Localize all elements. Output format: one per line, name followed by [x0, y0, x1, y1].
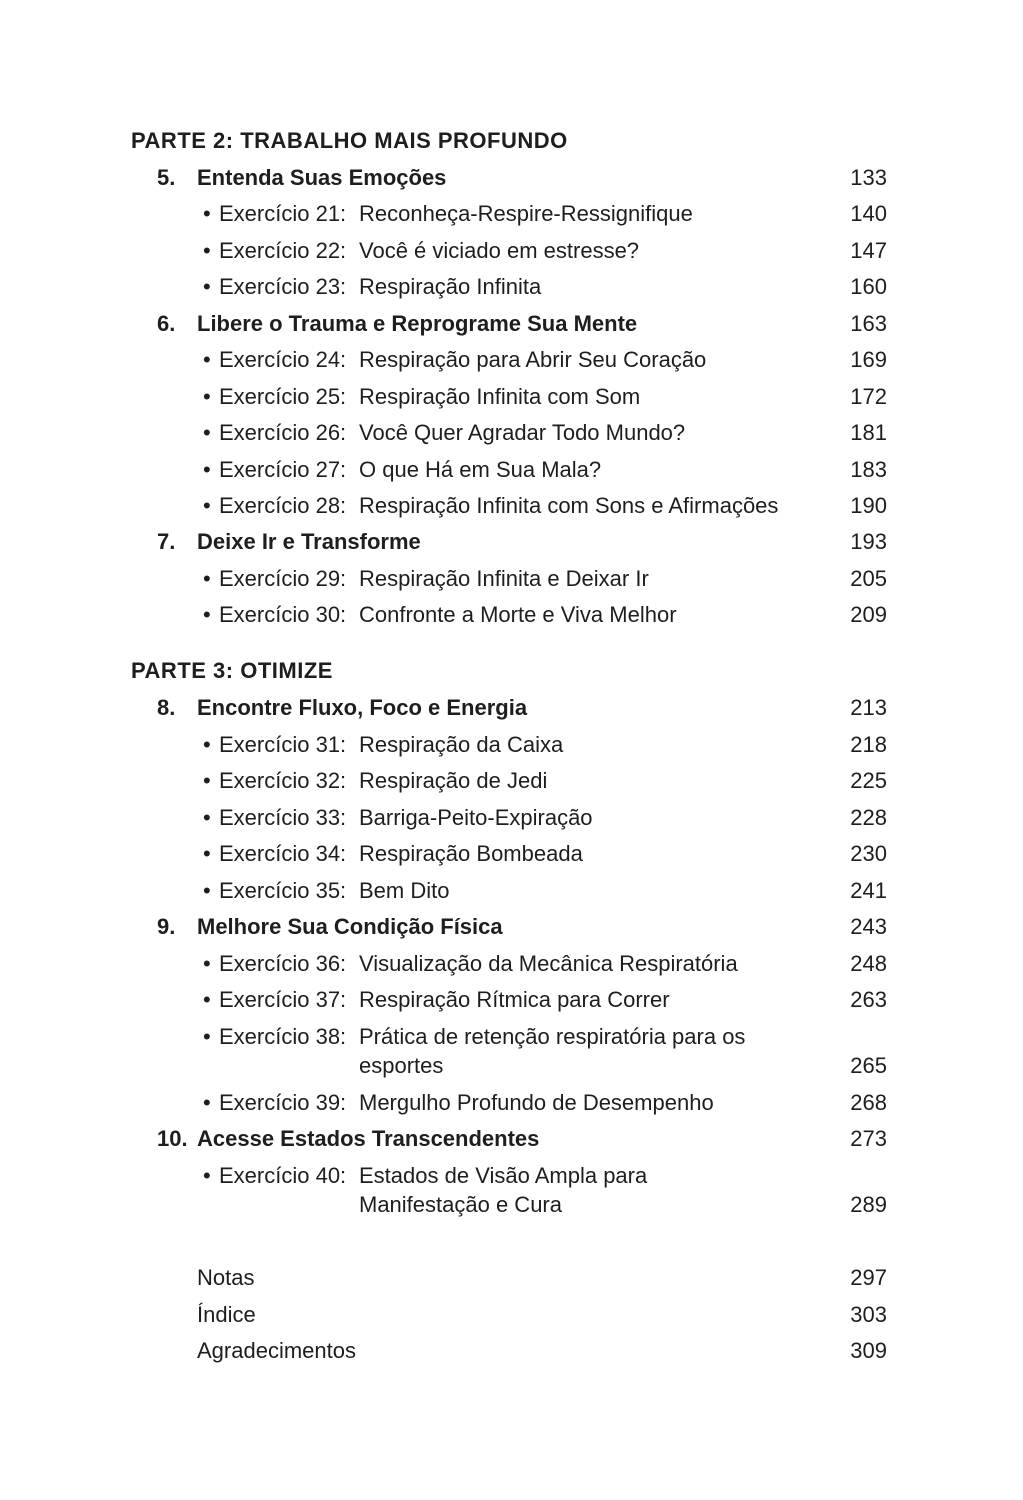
- exercise-row-continuation[interactable]: [0, 1187, 1023, 1223]
- chapter-title[interactable]: Entenda Suas Emoções: [197, 165, 447, 190]
- page-number: 169: [850, 347, 887, 372]
- back-matter-row[interactable]: [0, 1333, 1023, 1369]
- exercise-row[interactable]: [0, 488, 1023, 524]
- page-number: 228: [850, 805, 887, 830]
- exercise-title[interactable]: Bem Dito: [359, 878, 450, 903]
- chapter-title[interactable]: Deixe Ir e Transforme: [197, 529, 421, 554]
- exercise-label: Exercício 40:: [219, 1163, 347, 1188]
- exercise-label: Exercício 29:: [219, 566, 347, 591]
- exercise-row[interactable]: [0, 763, 1023, 799]
- exercise-label: Exercício 30:: [219, 602, 347, 627]
- exercise-title-continuation[interactable]: Manifestação e Cura: [359, 1192, 562, 1217]
- exercise-row[interactable]: [0, 196, 1023, 232]
- exercise-title[interactable]: Confronte a Morte e Viva Melhor: [359, 602, 677, 627]
- exercise-label: Exercício 27:: [219, 457, 347, 482]
- chapter-row[interactable]: [0, 160, 1023, 196]
- exercise-row-continuation[interactable]: [0, 1048, 1023, 1084]
- bullet-icon: •: [203, 951, 211, 976]
- exercise-title[interactable]: Barriga-Peito-Expiração: [359, 805, 593, 830]
- bullet-icon: •: [203, 1090, 211, 1115]
- page-number: 190: [850, 493, 887, 518]
- exercise-title[interactable]: Respiração de Jedi: [359, 768, 548, 793]
- page-number: 309: [850, 1338, 887, 1363]
- bullet-icon: •: [203, 238, 211, 263]
- exercise-title[interactable]: Respiração Infinita: [359, 274, 542, 299]
- part-title: PARTE 2: TRABALHO MAIS PROFUNDO: [131, 128, 568, 153]
- exercise-label: Exercício 31:: [219, 732, 347, 757]
- bullet-icon: •: [203, 384, 211, 409]
- bullet-icon: •: [203, 1024, 211, 1049]
- exercise-row[interactable]: [0, 379, 1023, 415]
- exercise-title[interactable]: Você Quer Agradar Todo Mundo?: [359, 420, 686, 445]
- exercise-title[interactable]: Mergulho Profundo de Desempenho: [359, 1090, 714, 1115]
- page-number: 241: [850, 878, 887, 903]
- chapter-title[interactable]: Encontre Fluxo, Foco e Energia: [197, 695, 528, 720]
- exercise-row[interactable]: [0, 982, 1023, 1018]
- page-number: 183: [850, 457, 887, 482]
- back-matter-row[interactable]: [0, 1297, 1023, 1333]
- exercise-row[interactable]: [0, 800, 1023, 836]
- bullet-icon: •: [203, 732, 211, 757]
- exercise-label: Exercício 23:: [219, 274, 347, 299]
- back-matter-row[interactable]: [0, 1260, 1023, 1296]
- exercise-row[interactable]: [0, 452, 1023, 488]
- bullet-icon: •: [203, 457, 211, 482]
- chapter-row[interactable]: [0, 524, 1023, 560]
- exercise-title[interactable]: Respiração Bombeada: [359, 841, 583, 866]
- bullet-icon: •: [203, 878, 211, 903]
- exercise-title[interactable]: Estados de Visão Ampla para: [359, 1163, 648, 1188]
- page-number: 230: [850, 841, 887, 866]
- page-number: 243: [850, 914, 887, 939]
- exercise-label: Exercício 24:: [219, 347, 347, 372]
- page-number: 225: [850, 768, 887, 793]
- exercise-label: Exercício 32:: [219, 768, 347, 793]
- exercise-row[interactable]: [0, 727, 1023, 763]
- chapter-number: 6.: [157, 311, 176, 336]
- exercise-row[interactable]: [0, 873, 1023, 909]
- page-number: 303: [850, 1302, 887, 1327]
- exercise-label: Exercício 39:: [219, 1090, 347, 1115]
- exercise-row[interactable]: [0, 269, 1023, 305]
- bullet-icon: •: [203, 602, 211, 627]
- exercise-title[interactable]: Respiração da Caixa: [359, 732, 564, 757]
- page-number: 172: [850, 384, 887, 409]
- page-number: 181: [850, 420, 887, 445]
- page-number: 163: [850, 311, 887, 336]
- bullet-icon: •: [203, 987, 211, 1012]
- page-number: 160: [850, 274, 887, 299]
- chapter-row[interactable]: [0, 690, 1023, 726]
- bullet-icon: •: [203, 347, 211, 372]
- chapter-title[interactable]: Libere o Trauma e Reprograme Sua Mente: [197, 311, 638, 336]
- page-number: 147: [850, 238, 887, 263]
- exercise-label: Exercício 33:: [219, 805, 347, 830]
- exercise-row[interactable]: [0, 233, 1023, 269]
- page-number: 205: [850, 566, 887, 591]
- part-heading: [0, 653, 1023, 689]
- bullet-icon: •: [203, 493, 211, 518]
- exercise-label: Exercício 37:: [219, 987, 347, 1012]
- bullet-icon: •: [203, 841, 211, 866]
- back-matter-title[interactable]: Índice: [197, 1302, 256, 1327]
- exercise-label: Exercício 38:: [219, 1024, 347, 1049]
- bullet-icon: •: [203, 201, 211, 226]
- exercise-row[interactable]: [0, 1085, 1023, 1121]
- page-number: 289: [850, 1192, 887, 1217]
- exercise-label: Exercício 28:: [219, 493, 347, 518]
- page-number: 248: [850, 951, 887, 976]
- page-number: 268: [850, 1090, 887, 1115]
- page-number: 193: [850, 529, 887, 554]
- page-number: 213: [850, 695, 887, 720]
- exercise-row[interactable]: [0, 342, 1023, 378]
- exercise-title[interactable]: Prática de retenção respiratória para os: [359, 1024, 746, 1049]
- exercise-label: Exercício 36:: [219, 951, 347, 976]
- exercise-label: Exercício 25:: [219, 384, 347, 409]
- exercise-label: Exercício 34:: [219, 841, 347, 866]
- chapter-number: 5.: [157, 165, 176, 190]
- chapter-row[interactable]: [0, 306, 1023, 342]
- page-number: 218: [850, 732, 887, 757]
- exercise-label: Exercício 22:: [219, 238, 347, 263]
- chapter-row[interactable]: [0, 909, 1023, 945]
- bullet-icon: •: [203, 420, 211, 445]
- exercise-label: Exercício 21:: [219, 201, 347, 226]
- exercise-row[interactable]: [0, 836, 1023, 872]
- exercise-row[interactable]: [0, 946, 1023, 982]
- bullet-icon: •: [203, 1163, 211, 1188]
- exercise-row[interactable]: [0, 597, 1023, 633]
- chapter-number: 7.: [157, 529, 176, 554]
- exercise-row[interactable]: [0, 415, 1023, 451]
- exercise-title[interactable]: Respiração Infinita com Sons e Afirmações: [359, 493, 779, 518]
- chapter-title[interactable]: Acesse Estados Transcendentes: [197, 1126, 540, 1151]
- part-title: PARTE 3: OTIMIZE: [131, 658, 333, 683]
- bullet-icon: •: [203, 274, 211, 299]
- page-number: 209: [850, 602, 887, 627]
- page-number: 273: [850, 1126, 887, 1151]
- bullet-icon: •: [203, 768, 211, 793]
- page-number: 265: [850, 1053, 887, 1078]
- back-matter-title[interactable]: Notas: [197, 1265, 255, 1290]
- page-number: 140: [850, 201, 887, 226]
- exercise-title[interactable]: O que Há em Sua Mala?: [359, 457, 602, 482]
- page-number: 297: [850, 1265, 887, 1290]
- exercise-title[interactable]: Você é viciado em estresse?: [359, 238, 640, 263]
- page-number: 133: [850, 165, 887, 190]
- exercise-title-continuation[interactable]: esportes: [359, 1053, 444, 1078]
- exercise-title[interactable]: Respiração Rítmica para Correr: [359, 987, 670, 1012]
- exercise-label: Exercício 35:: [219, 878, 347, 903]
- exercise-title[interactable]: Respiração para Abrir Seu Coração: [359, 347, 707, 372]
- chapter-number: 9.: [157, 914, 176, 939]
- chapter-title[interactable]: Melhore Sua Condição Física: [197, 914, 503, 939]
- chapter-row[interactable]: [0, 1121, 1023, 1157]
- page-number: 263: [850, 987, 887, 1012]
- bullet-icon: •: [203, 805, 211, 830]
- chapter-number: 8.: [157, 695, 176, 720]
- part-heading: [0, 123, 1023, 159]
- exercise-title[interactable]: Respiração Infinita com Som: [359, 384, 641, 409]
- exercise-row[interactable]: [0, 561, 1023, 597]
- exercise-title[interactable]: Visualização da Mecânica Respiratória: [359, 951, 738, 976]
- chapter-number: 10.: [157, 1126, 188, 1151]
- exercise-title[interactable]: Respiração Infinita e Deixar Ir: [359, 566, 649, 591]
- exercise-title[interactable]: Reconheça-Respire-Ressignifique: [359, 201, 693, 226]
- exercise-label: Exercício 26:: [219, 420, 347, 445]
- bullet-icon: •: [203, 566, 211, 591]
- back-matter-title[interactable]: Agradecimentos: [197, 1338, 356, 1363]
